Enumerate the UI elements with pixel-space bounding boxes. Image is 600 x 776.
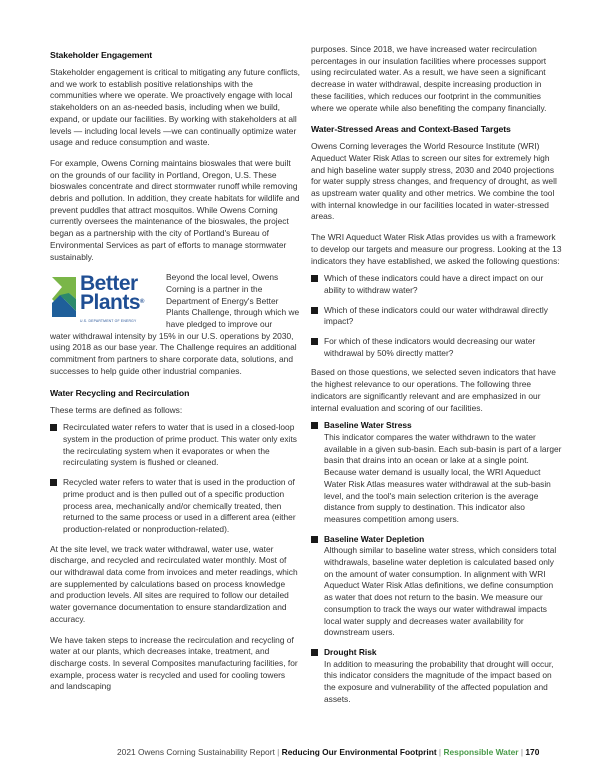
recycling-heading: Water Recycling and Recirculation [50,387,190,398]
stressed-paragraph-3: Based on those questions, we selected seven indicators that have the highest relevance to our operations. The following three indicators are significantly relevant and are emphasized in our internal evaluation and scoring of our facilities. [311,367,556,413]
stakeholder-paragraph-1: Stakeholder engagement is critical to mitigating any future conflicts, and we work to establish positive relationships with the communities where we operate. We proactively engage with local stakeholders on an as-needed basis, including when we build, expand, or update our facilities. By working with stakeholders at all levels — including local levels —we can continually optimize water usage and reduce consumption and waste. [50,67,300,148]
bullet-square-icon [311,422,318,429]
bullet-square-icon [50,424,57,431]
stressed-paragraph-1: Owens Corning leverages the World Resource Institute (WRI) Aqueduct Water Risk Atlas to screen our sites for extremely high and high baseline water supply stress, 2030 and 2040 projections for water supply stress changes, and frequency of drought, as well as upstream water quality and other metrics. We combine the tool with internal knowledge in our facilities located in water-stressed areas. [311,141,557,222]
indicator-text: This indicator compares the water withdrawn to the water available in a given sub-basin. Each sub-basin is part of a larger basin that drains into an ocean or lake at a single point. Because water demand is usually local, the WRI Aqueduct Water Risk Atlas measures water withdrawal at the sub-basin level, and the tool's main selection criterion is the average distance from supply to destination. This indicator also measures competition among users. [324,431,562,524]
better-plants-paragraph: water withdrawal intensity by 15% in our U.S. operations by 2030, using 2018 as our base year. The Challenge requires an additional commitment from partners to share corporate data, solutions, and successes to help guide other industrial companies. [50,330,297,376]
recycling-paragraph-1: At the site level, we track water withdrawal, water use, water discharge, and recycled and recirculated water monthly. Most of our withdrawal data come from invoices and meter readings, which are supplemented by calculations based on process knowledge and production levels. All sites are required to follow our detailed water governance documentation to ensure standardization and accuracy. [50,543,298,624]
better-plants-logo [50,272,160,330]
better-plants-wordmark [80,272,144,315]
better-plants-block [50,272,300,331]
list-item [50,422,300,469]
logo-line-1: Better [80,272,138,296]
recycling-paragraph-2: We have taken steps to increase the recirculation and recycling of water at our plants, which decreases intake, treatment, and discharge costs. In several Composites manufacturing facilities, for example, process water is recycled and used for cooling towers and landscaping [50,634,298,692]
right-column [311,44,563,713]
list-item [311,647,563,706]
definition-recirculated: Recirculated water refers to water that is used in a closed-loop system in the production of prime product. This water only exits the recirculating system when it evaporates or when the recirculating system is flushed or cleaned. [63,422,297,468]
recycling-intro: These terms are defined as follows: [50,404,183,415]
definition-recycled: Recycled water refers to water that is used in the production of prime product and is then pulled out of a specific production process area, mechanically and/or chemically treated, then returned to the same process or used in a different area (either production-related or nonproduction-related). [63,477,296,534]
logo-line-2-text: Plants [80,291,141,315]
footer-subsection-link[interactable]: Responsible Water [443,747,519,757]
indicator-text: In addition to measuring the probability that drought will occur, this indicator considers the magnitude of the impact based on the exposure and vulnerability of the affected population and assets. [324,658,554,704]
question-text: Which of these indicators could have a direct impact on our ability to withdraw water? [324,273,544,295]
indicators-list [311,420,563,705]
indicator-title: Baseline Water Depletion [324,533,425,544]
stakeholder-paragraph-2: For example, Owens Corning maintains bioswales that were built on the grounds of our facility in Portland, Oregon, U.S. These bioswales concentrate and direct stormwater runoff while removing debris and pollution. In addition, they create habitats for wildlife and prevent puddles that attract mosquitos. While Owens Corning currently oversees the maintenance of the bioswales, the project began as a partnership with the city of Portland's Bureau of Environmental Services as part of efforts to manage stormwater sustainably. [50,157,300,262]
footer-section-link[interactable]: Reducing Our Environmental Footprint [281,747,437,757]
bullet-square-icon [311,536,318,543]
list-item [311,336,563,359]
recycling-definitions-list [50,422,300,535]
better-plants-arrow-icon [50,275,80,319]
left-column [50,49,300,702]
indicator-title: Drought Risk [324,646,377,657]
footer-separator: | [436,747,444,757]
logo-line-2 [80,291,144,315]
registered-mark: ® [140,299,144,306]
stressed-areas-heading: Water-Stressed Areas and Context-Based Targets [311,124,511,135]
bullet-square-icon [311,307,318,314]
footer-report-title: 2021 Owens Corning Sustainability Report [117,747,275,757]
stakeholder-heading: Stakeholder Engagement [50,50,153,60]
bullet-square-icon [311,275,318,282]
bullet-square-icon [311,338,318,345]
continuation-paragraph: purposes. Since 2018, we have increased water recirculation percentages in our insulation facilities where processes support using recirculated water. As a result, we have seen a significant decrease in water withdrawal, despite increasing production in these facilities, which reduces our footprint in the communities where we operate while also benefiting the company financially. [311,44,547,113]
logo-subtitle: U.S. DEPARTMENT OF ENERGY [80,319,137,324]
footer-separator: | [274,747,282,757]
bullet-square-icon [50,479,57,486]
question-text: For which of these indicators would decreasing our water withdrawal by 50% directly matter? [324,336,536,358]
bullet-square-icon [311,649,318,656]
page-number: 170 [525,747,540,757]
indicator-title: Baseline Water Stress [324,420,412,431]
list-item [50,477,300,536]
better-plants-side-text: Beyond the local level, Owens Corning is a partner in the Department of Energy's Better Plants Challenge, through which we have pledged to improve our [166,272,300,330]
list-item [311,273,563,296]
page-footer [117,747,539,757]
stressed-paragraph-2: The WRI Aqueduct Water Risk Atlas provides us with a framework to develop our targets and measure our progress. Looking at the 13 indicators they have established, we asked the following questions: [311,232,562,266]
indicator-text: Although similar to baseline water stress, which considers total withdrawals, baseline water depletion is calculated based only on the amount of water consumption. In alignment with WRI Aqueduct Water Risk Atlas definitions, we define consumption as water that does not return to the basin. We measure our consumption to track the ways our water withdrawal impacts local water supply and decreases water availability for downstream users. [324,545,557,638]
list-item [311,420,563,525]
questions-list [311,273,563,359]
list-item [311,305,563,328]
footer-separator: | [518,747,526,757]
list-item [311,534,563,639]
question-text: Which of these indicators could our water withdrawal directly impact? [324,304,548,327]
